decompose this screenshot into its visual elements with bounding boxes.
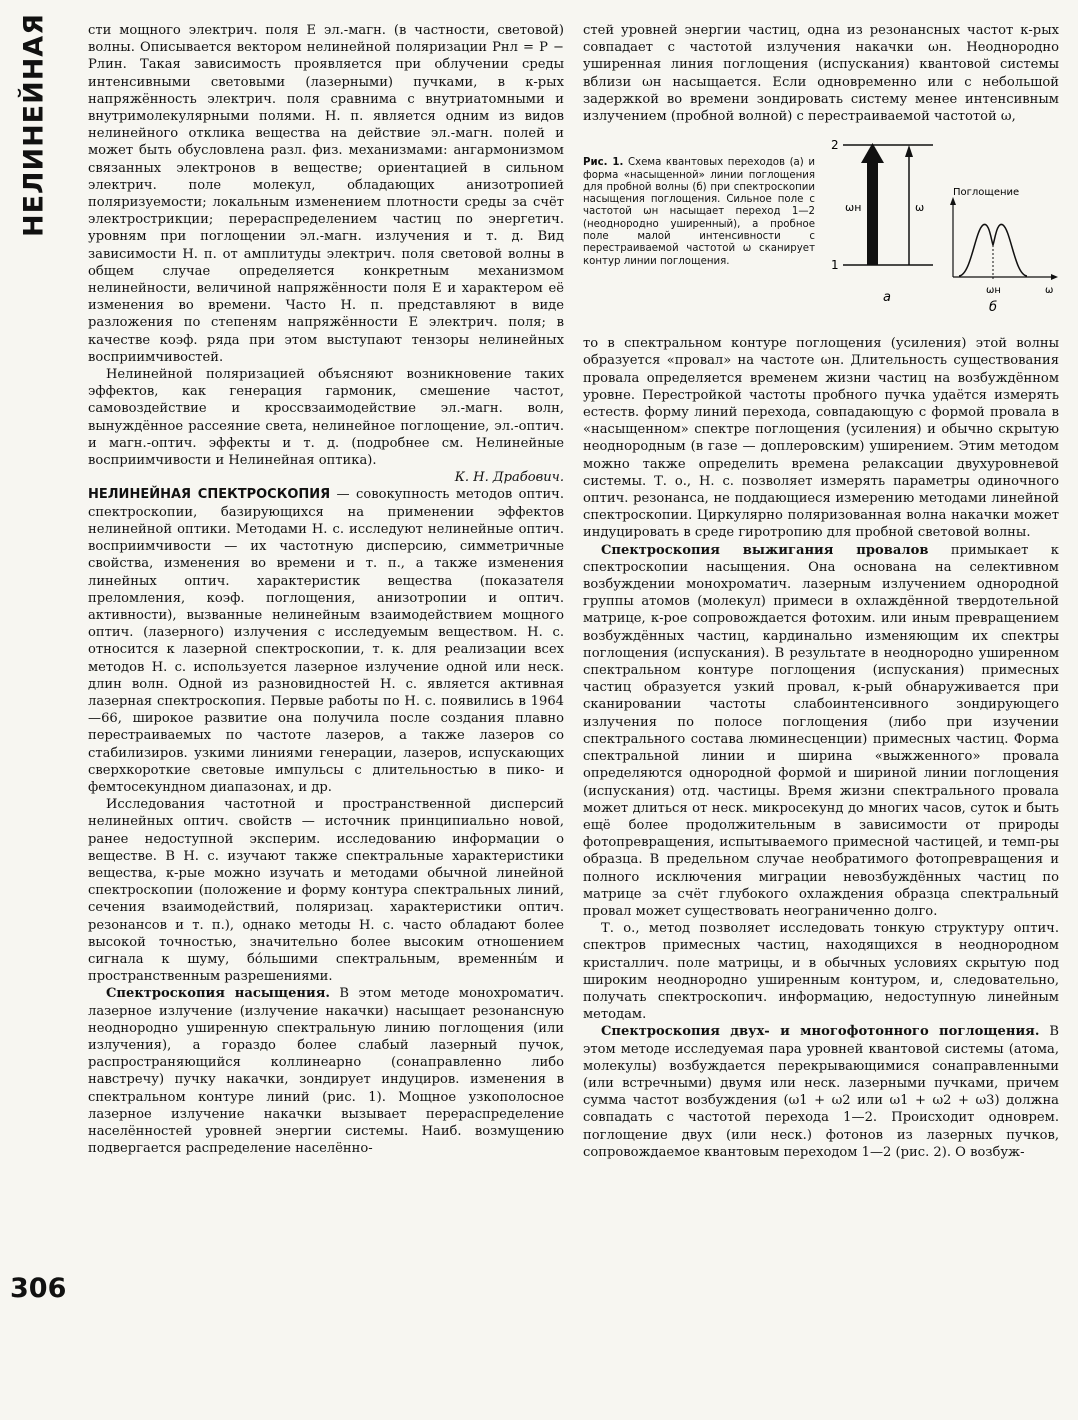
running-title-text: НЕЛИНЕЙНАЯ — [18, 13, 50, 237]
right-column — [583, 22, 1059, 1161]
probe-arrow-head — [905, 145, 913, 157]
figure-caption — [583, 135, 815, 327]
pump-arrow-shaft — [867, 161, 878, 265]
section-heading: Спектроскопия насыщения. — [106, 986, 330, 1002]
section-heading: Спектроскопия выжигания провалов — [601, 542, 929, 558]
axis-pump-frequency-label: ωн — [986, 285, 1001, 297]
caption-text: Схема квантовых переходов (а) и форма «насыщенной» линии поглощения для пробной волны (б) при спектроскопии насыщения поглощения. Сильное поле с частотой ωн насыщает переход 1—2 (неоднородно уширенный), а пробное поле малой интенсивности с перестраиваемой частотой ω сканирует контур линии поглощения. — [583, 157, 815, 267]
paragraph: то в спектральном контуре поглощения (усиления) этой волны образуется «провал» на частоте ωн. Длительность существования провала определяется временем жизни частиц на возбуждённом уровне. Перестройкой частоты пробного пучка удаётся измерять естеств. форму линий перехода, совпадающую с формой провала в «насыщенном» спектре поглощения (усиления) и обычно скрытую неоднородным (в газе — доплеровским) уширением. Этим методом можно также определить времена релаксации двухуровневой системы. Т. о., Н. с. позволяет измерять параметры одиночного оптич. резонанса, не поддающиеся измерению методами линейной спектроскопии. Циркулярно поляризованная волна накачки может индуцировать в среде гиротропию для пробной световой волны. — [583, 336, 1059, 541]
panel-a-label: а — [883, 290, 891, 306]
figure-1 — [583, 135, 1059, 327]
entry-heading: НЕЛИНЕЙНАЯ СПЕКТРОСКОПИЯ — [88, 487, 331, 503]
panel-b-label: б — [989, 300, 998, 316]
paragraph — [583, 542, 1059, 920]
paragraph: Т. о., метод позволяет исследовать тонкую структуру оптич. спектров примесных частиц, находящихся в неоднородном кристаллич. поле матрицы, и в обычных условиях скрытую под широким неоднородно уширенным контуром, и, следовательно, получать спектроскопич. информацию, недоступную линейным методам. — [583, 921, 1059, 1023]
lower-level-label: 1 — [831, 258, 839, 273]
left-column — [88, 22, 564, 1157]
paragraph: Исследования частотной и пространственной дисперсий нелинейных оптич. свойств — источник принципиально новой, ранее недоступной эксперим. исследованию информации о веществе. В Н. с. изучают также спектральные характеристики вещества, к-рые можно изучать и методами обычной линейной спектроскопии (положение и форму контура спектральных линий, сечения взаимодействий, поляризац. характеристики оптич. резонансов и т. п.), однако методы Н. с. часто обладают более высокой точностью, значительно более высоким отношением сигнала к шуму, бо́льшими спектральным, временны́м и пространственным разрешениями. — [88, 797, 564, 985]
running-title — [14, 13, 54, 237]
paragraph — [583, 1023, 1059, 1161]
pump-arrow-head — [861, 143, 884, 163]
frequency-axis-arrow — [1051, 274, 1058, 280]
absorption-axis-label: Поглощение — [953, 187, 1020, 199]
author-signature: К. Н. Драбович. — [454, 470, 564, 486]
section-text: В этом методе монохроматич. лазерное излучение (излучение накачки) насыщает резонансную неоднородно уширенную спектральную линию поглощения (или излучения), а гораздо более слабый лазерный пучок, распространяющийся коллинеарно (сонаправленно либо навстречу) пучку накачки, зондирует индуциров. изменения в спектральном контуре линий (рис. 1). Мощное узкополосное лазерное излучение накачки вызывает перераспределение населённостей уровней энергии системы. Наиб. возмущению подвергается распределение населённо- — [88, 986, 564, 1157]
entry-text: — совокупность методов оптич. спектроскопии, базирующихся на применении эффектов нелинейной оптики. Методами Н. с. исследуют нелинейные оптич. восприимчивости — их частотную дисперсию, симметричные свойства, изменения во времени и т. п., а также изменения линейных оптич. характеристик вещества (показателя преломления, коэф. поглощения, анизотропии и оптич. активности), вызванные нелинейным взаимодействием мощного оптич. (лазерного) излучения с исследуемым веществом. Н. с. относится к лазерной спектроскопии, т. к. для реализации всех методов Н. с. используется лазерное излучение одной или неск. длин волн. Одной из разновидностей Н. с. является активная лазерная спектроскопия. Первые работы по Н. с. появились в 1964—66, широкое развитие она получила после создания плавно перестраиваемых по частоте лазеров, а также лазеров со стабилизиров. узкими линиями генерации, лазеров, испускающих сверхкороткие световые импульсы с длительностью в пико- и фемтосекундном диапазонах, и др. — [88, 487, 564, 795]
section-text: В этом методе исследуемая пара уровней квантовой системы (атома, молекулы) возбуждается перекрывающимися сонаправленными (или встречными) двумя или неск. лазерными пучками, причем сумма частот возбуждения (ω1 + ω2 или ω1 + ω2 + ω3) должна совпадать с частотой перехода 1—2. Происходит одноврем. поглощение двух (или неск.) фотонов из лазерных пучков, сопровождаемое квантовым переходом 1—2 (рис. 2). О возбуж- — [583, 1024, 1059, 1160]
paragraph: Нелинейной поляризацией объясняют возникновение таких эффектов, как генерация гармоник, смешение частот, самовоздействие и кроссвзаимодействие эл.-магн. волн, вынуждённое рассеяние света, нелинейное поглощение, эл.-оптич. и магн.-оптич. эффекты и т. д. (подробнее см. Нелинейные восприимчивости и Нелинейная оптика). — [88, 367, 564, 469]
paragraph: стей уровней энергии частиц, одна из резонансных частот к-рых совпадает с частотой излучения накачки ωн. Неоднородно уширенная линия поглощения (испускания) квантовой системы вблизи ωн насыщается. Если одновременно или с небольшой задержкой во времени зондировать систему менее интенсивным излучением (пробной волной) с перестраиваемой частотой ω, — [583, 23, 1059, 125]
caption-label: Рис. 1. — [583, 157, 624, 169]
quantum-transition-diagram — [823, 135, 1059, 327]
pump-frequency-label: ωн — [845, 201, 862, 215]
section-heading: Спектроскопия двух- и многофотонного поглощения. — [601, 1024, 1040, 1040]
upper-level-label: 2 — [831, 138, 839, 153]
axis-frequency-label: ω — [1045, 285, 1054, 297]
section-text: примыкает к спектроскопии насыщения. Она основана на селективном возбуждении монохроматич. лазерным излучением однородной группы атомов (молекул) примеси в охлаждённой твердотельной матрице, к-рое сопровождается фотохим. или иным превращением возбуждённых частиц, кардинально изменяющим их спектры поглощения (испускания). В результате в неоднородно уширенном спектральном контуре поглощения (испускания) примесных частиц образуется узкий провал, к-рый обнаруживается при сканировании частоты слабоинтенсивного зондирующего излучения по полосе поглощения (либо при изучении спектрального состава люминесценции) примесных частиц. Форма спектральной линии и ширина «выжженного» провала определяются однородной формой и шириной линии поглощения (испускания) отд. частицы. Время жизни спектрального провала может длиться от неск. микросекунд до многих часов, суток и быть ещё более продолжительным в зависимости от природы фотопревращения, испытываемого примесной частицей, и темп-ры образца. В предельном случае необратимого фотопревращения и полного исключения миграции невозбуждённых частиц по матрице за счёт глубокого охлаждения образца спектральный провал может существовать неограниченно долго. — [583, 542, 1059, 919]
paragraph — [88, 985, 564, 1157]
encyclopedia-entry — [88, 486, 564, 796]
absorption-axis-arrow — [950, 197, 956, 205]
paragraph: сти мощного электрич. поля E эл.-магн. (в частности, световой) волны. Описывается вектором нелинейной поляризации Pнл = P − Pлин. Такая зависимость проявляется при облучении среды интенсивными световыми (лазерными) пучками, в к-рых напряжённость электрич. поля сравнима с внутриатомными и внутримолекулярными полями. Н. п. является одним из видов нелинейного отклика вещества на действие эл.-магн. полей и может быть обусловлена разл. физ. механизмами: ангармонизмом связанных электронов в веществе; ориентацией в сильном электрич. поле молекул, обладающих анизотропией поляризуемости; локальным изменением плотности среды за счёт электрострикции; перераспределением частиц по энергетич. уровням при поглощении эл.-магн. излучения и т. д. Вид зависимости Н. п. от амплитуды электрич. поля световой волны в общем случае определяется конкретным механизмом нелинейности, величиной напряжённости поля E и характером её изменения во времени. Часто Н. п. представляют в виде разложения по степеням напряжённости E электрич. поля; в качестве коэф. ряда при этом выступают тензоры нелинейных восприимчивостей. — [88, 23, 564, 365]
page-number: 306 — [10, 1273, 67, 1304]
probe-frequency-label: ω — [915, 201, 925, 215]
